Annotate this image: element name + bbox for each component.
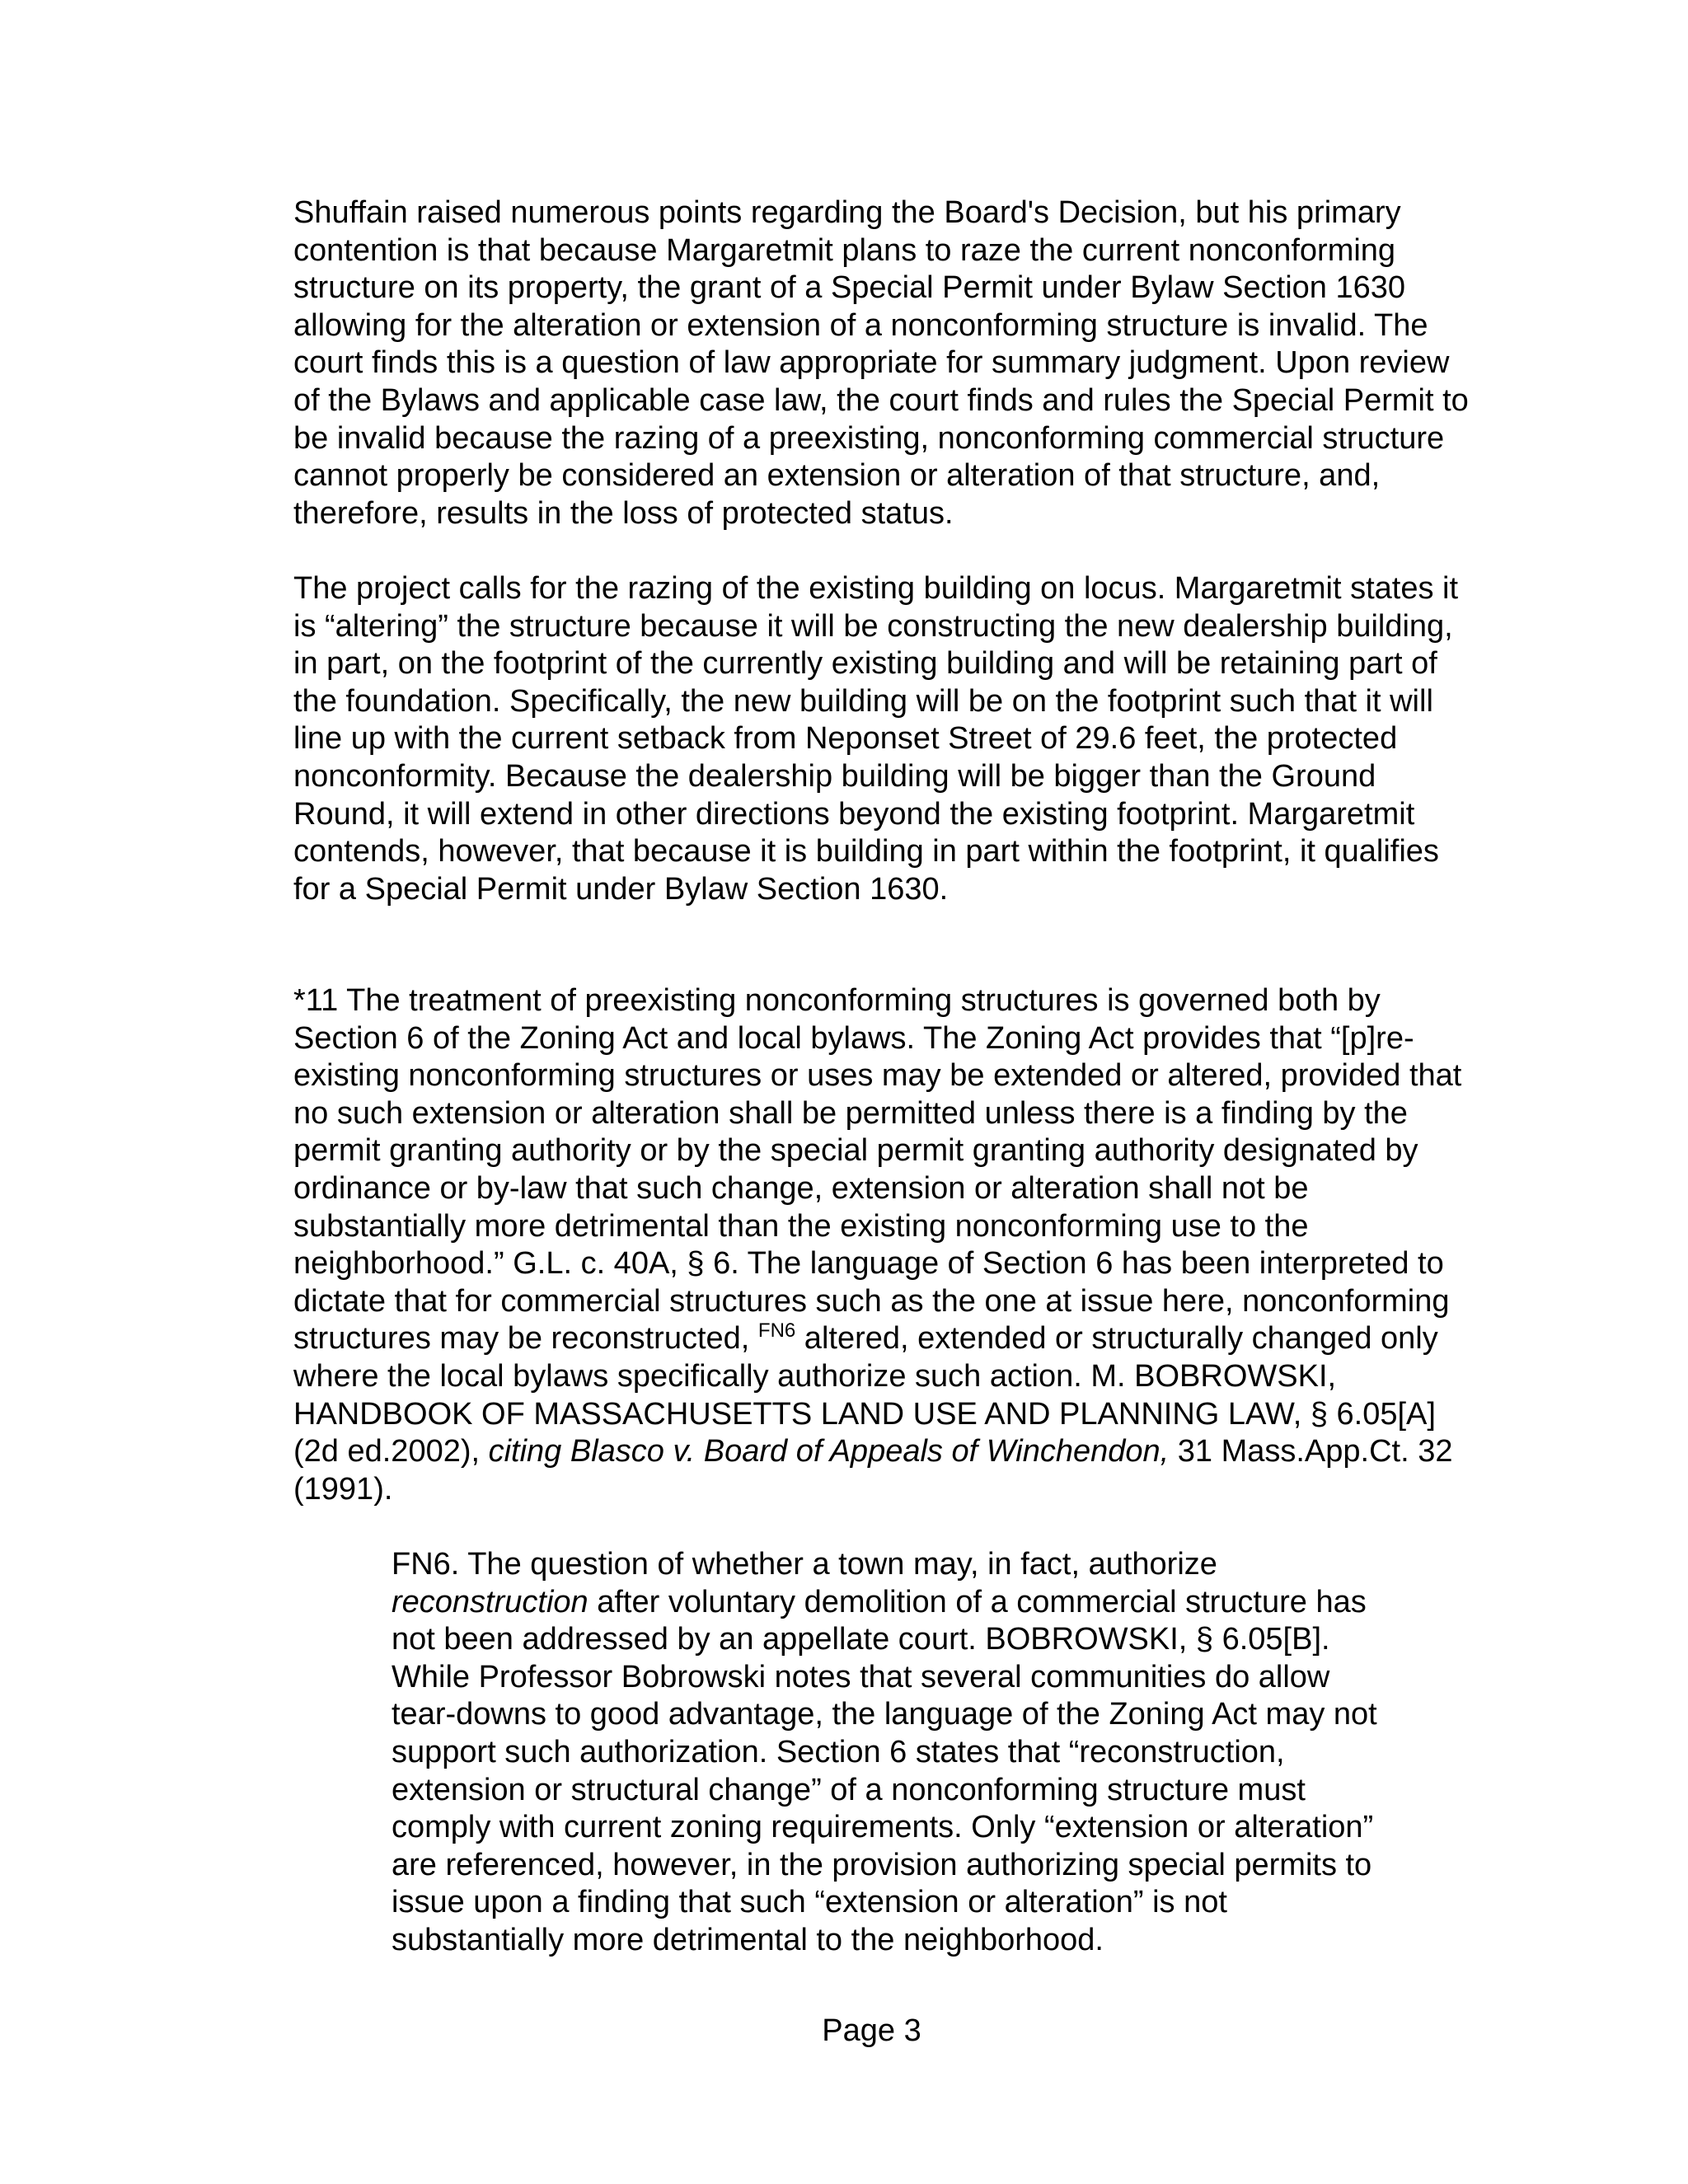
paragraph-3 [293, 982, 1474, 1508]
footnote-reference: FN6 [757, 1319, 796, 1343]
paragraph-1: Shuffain raised numerous points regarding the Board's Decision, but his primary contention is that because Margaretmit plans to raze the current nonconforming structure on its property, the grant of a Special Permit under Bylaw Section 1630 allowing for the alteration or extension of a nonconforming structure is invalid. The court finds this is a question of law appropriate for summary judgment. Upon review of the Bylaws and applicable case law, the court finds and rules the Special Permit to be invalid because the razing of a preexisting, nonconforming commercial structure cannot properly be considered an extension or alteration of that structure, and, therefore, results in the loss of protected status. [293, 195, 1469, 531]
citation-reporter: 31 Mass.App.Ct. 32 (1991). [293, 1434, 1453, 1507]
paragraph-2: The project calls for the razing of the existing building on locus. Margaretmit states it is “altering” the structure because it will be constructing the new dealership building, in part, on the footprint of the currently existing building and will be retaining part of the foundation. Specifically, the new building will be on the footprint such that it will line up with the current setback from Neponset Street of 29.6 feet, the protected nonconformity. Because the dealership building will be bigger than the Ground Round, it will extend in other directions beyond the existing footprint. Margaretmit contends, however, that because it is building in part within the footprint, it qualifies for a Special Permit under Bylaw Section 1630. [293, 571, 1459, 907]
footnote-lead: FN6. The question of whether a town may, in fact, authorize [392, 1547, 1217, 1582]
footnote-fn6 [392, 1546, 1401, 1960]
paragraph-3-text: *11 The treatment of preexisting nonconforming structures is governed both by Section 6 of the Zoning Act and local bylaws. The Zoning Act provides that “[p]re-existing nonconforming structures or uses may be extended or altered, provided that no such extension or alteration shall be permitted unless there is a finding by the permit granting authority or by the special permit granting authority designated by ordinance or by-law that such change, extension or alteration shall not be substantially more detrimental than the existing nonconforming use to the neighborhood.” G.L. c. 40A, § 6. The language of Section 6 has been interpreted to dictate that for commercial structures such as the one at issue here, nonconforming structures may be reconstructed, [293, 983, 1462, 1357]
case-citation: citing Blasco v. Board of Appeals of Winchendon, [488, 1434, 1170, 1469]
page-number: Page 3 [822, 2013, 921, 2048]
footnote-body: after voluntary demolition of a commercial structure has not been addressed by an appellate court. BOBROWSKI, § 6.05[B]. While Professor Bobrowski notes that several communities do allow tear-downs to good advantage, the language of the Zoning Act may not support such authorization. Section 6 states that “reconstruction, extension or structural change” of a nonconforming structure must comply with current zoning requirements. Only “extension or alteration” are referenced, however, in the provision authorizing special permits to issue upon a finding that such “extension or alteration” is not substantially more detrimental to the neighborhood. [392, 1584, 1377, 1957]
paragraph-3-continued: altered, extended or structurally changed only where the local bylaws specifically authorize such action. M. BOBROWSKI, HANDBOOK OF MASSACHUSETTS LAND USE AND PLANNING LAW, § 6.05[A] (2d ed.2002), [293, 1321, 1438, 1469]
footnote-emphasis: reconstruction [392, 1584, 588, 1619]
